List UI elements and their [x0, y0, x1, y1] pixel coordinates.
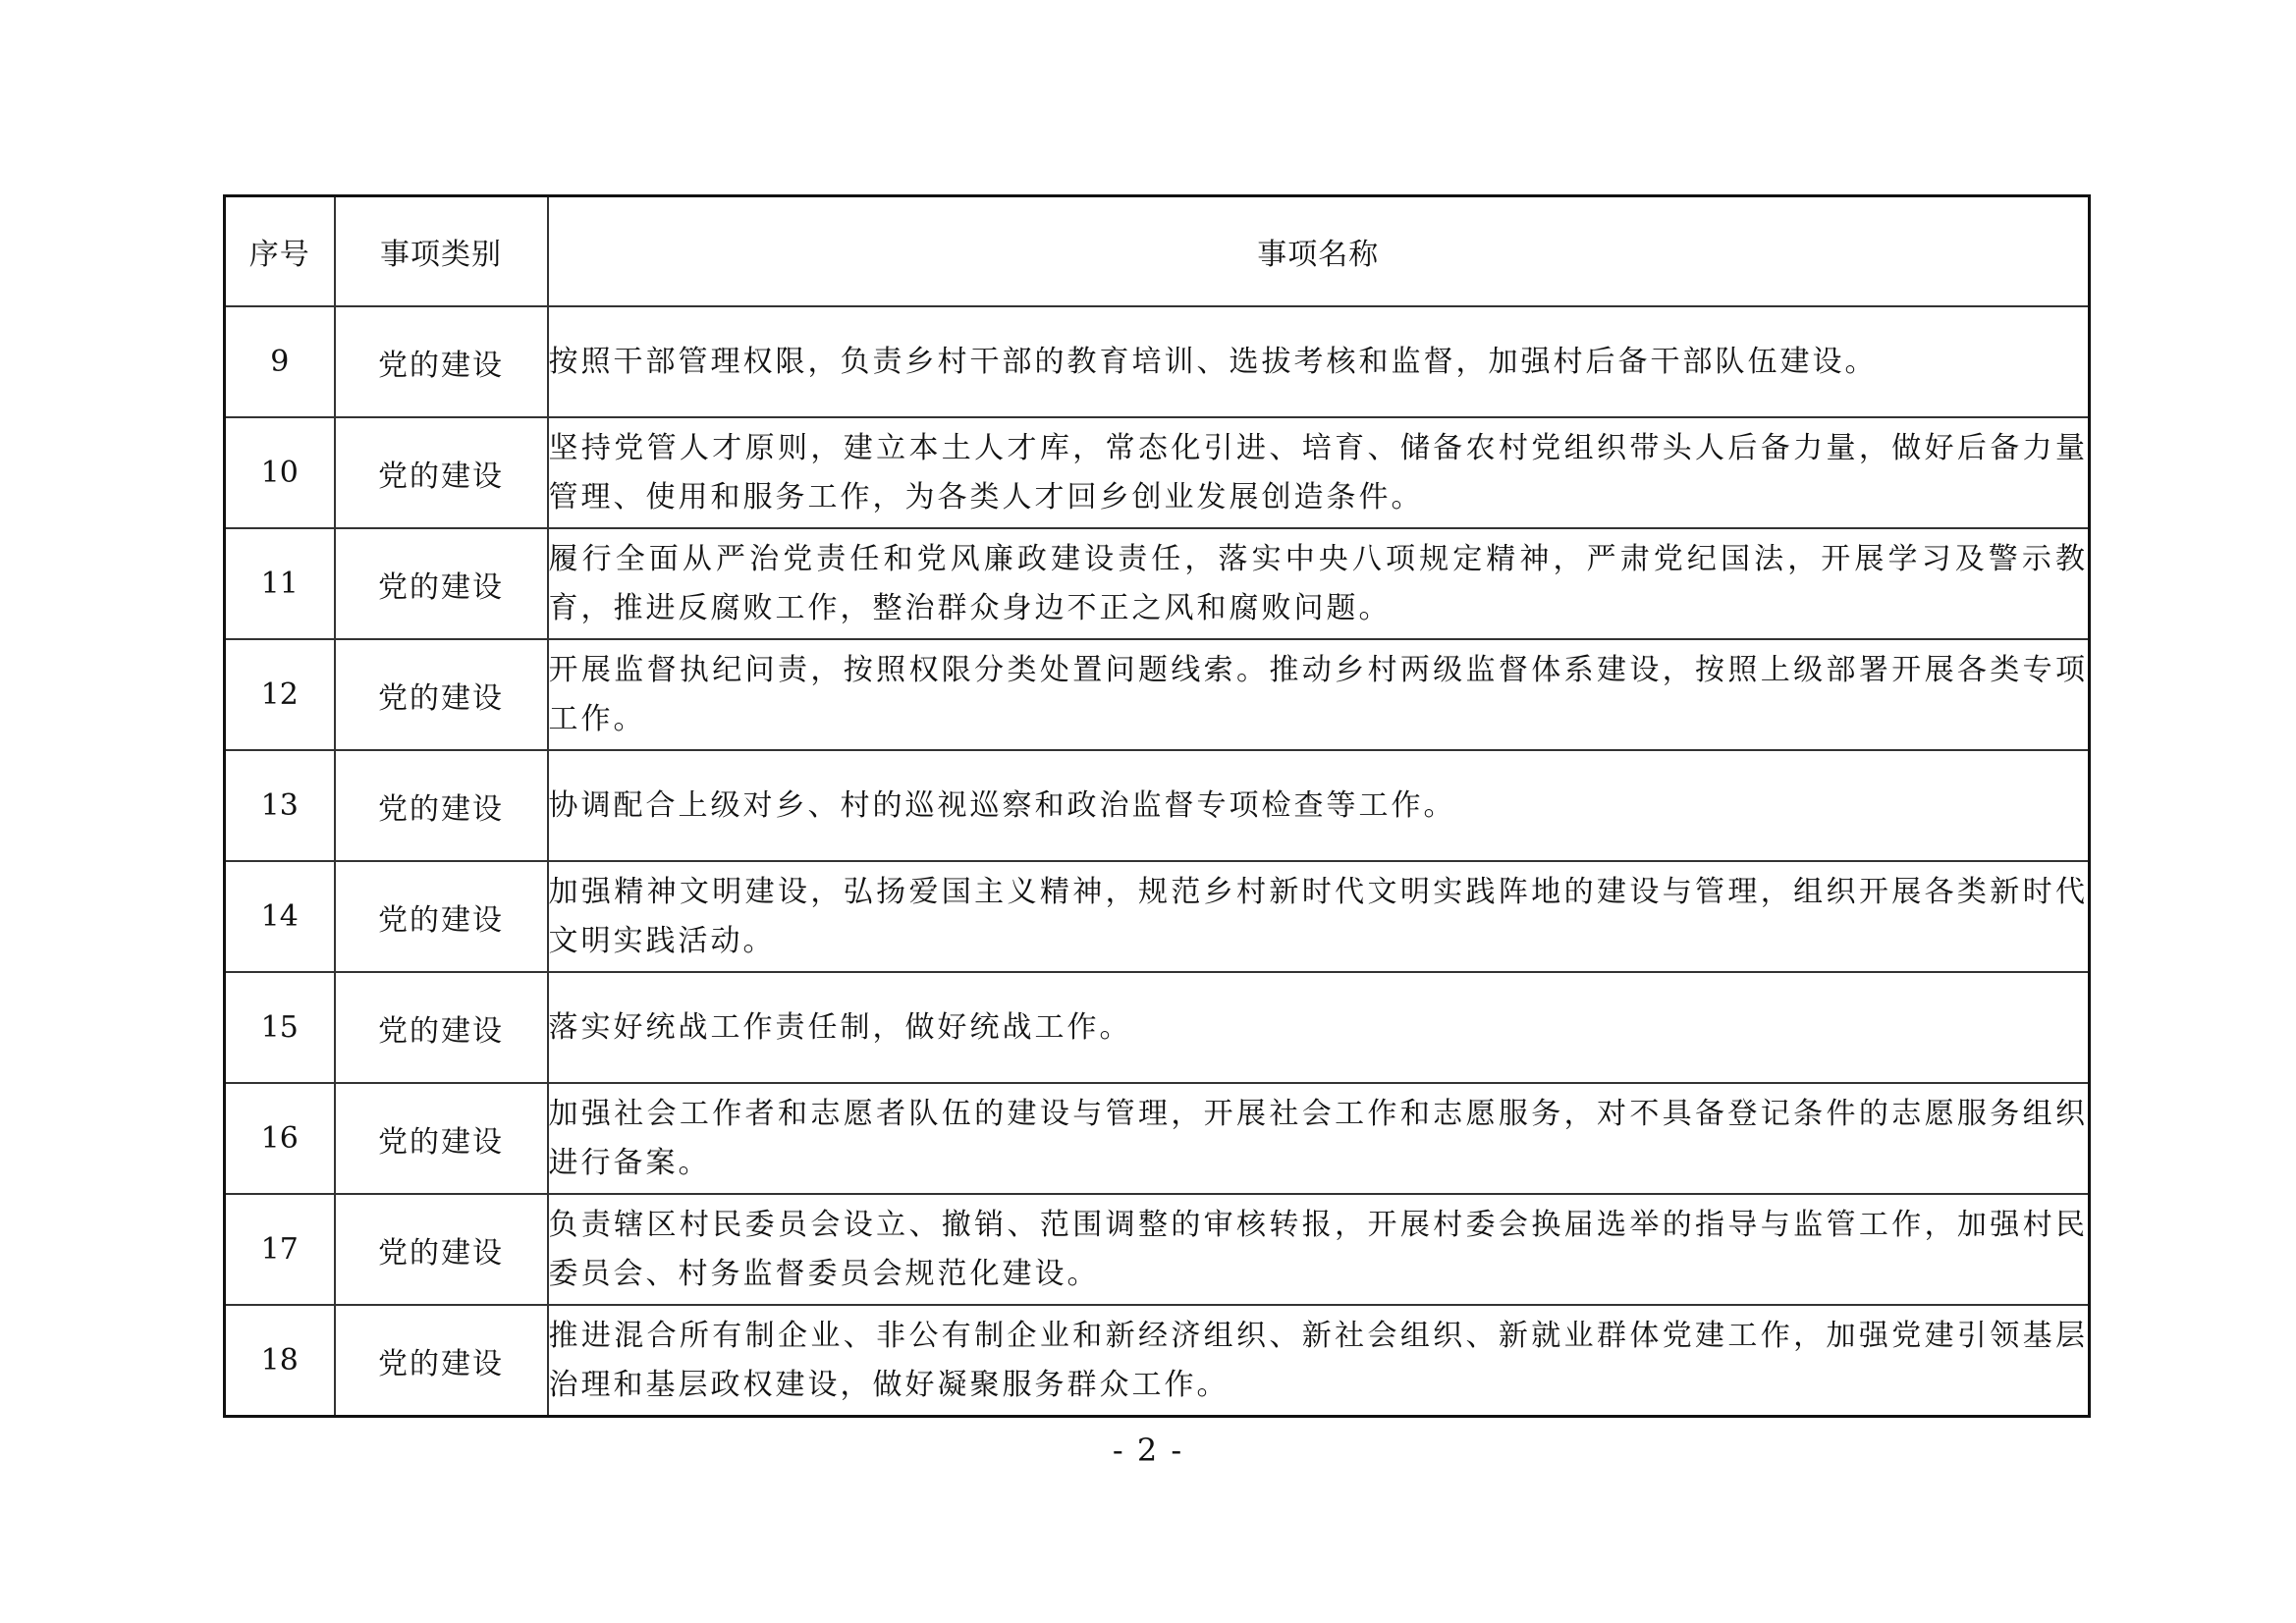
row-no: 17 [225, 1194, 335, 1305]
page-number: - 2 - [1112, 1432, 1184, 1469]
row-category: 党的建设 [335, 1194, 548, 1305]
row-category: 党的建设 [335, 306, 548, 417]
items-table [223, 194, 2091, 1418]
row-category: 党的建设 [335, 639, 548, 750]
row-name: 开展监督执纪问责，按照权限分类处置问题线索。推动乡村两级监督体系建设，按照上级部署开展各类专项工作。 [548, 639, 2090, 750]
table-row [225, 972, 2090, 1083]
row-name: 加强社会工作者和志愿者队伍的建设与管理，开展社会工作和志愿服务，对不具备登记条件的志愿服务组织进行备案。 [548, 1083, 2090, 1194]
row-category: 党的建设 [335, 528, 548, 639]
table-row [225, 639, 2090, 750]
table-row [225, 861, 2090, 972]
row-no: 14 [225, 861, 335, 972]
row-no: 18 [225, 1305, 335, 1417]
row-category: 党的建设 [335, 1305, 548, 1417]
row-no: 13 [225, 750, 335, 861]
row-name: 协调配合上级对乡、村的巡视巡察和政治监督专项检查等工作。 [548, 750, 2090, 861]
header-category: 事项类别 [335, 196, 548, 307]
row-name: 负责辖区村民委员会设立、撤销、范围调整的审核转报，开展村委会换届选举的指导与监管工作，加强村民委员会、村务监督委员会规范化建设。 [548, 1194, 2090, 1305]
row-category: 党的建设 [335, 417, 548, 528]
table-row [225, 750, 2090, 861]
row-no: 16 [225, 1083, 335, 1194]
table-row [225, 1194, 2090, 1305]
row-name: 推进混合所有制企业、非公有制企业和新经济组织、新社会组织、新就业群体党建工作，加强党建引领基层治理和基层政权建设，做好凝聚服务群众工作。 [548, 1305, 2090, 1417]
row-name: 落实好统战工作责任制，做好统战工作。 [548, 972, 2090, 1083]
row-category: 党的建设 [335, 1083, 548, 1194]
row-name: 坚持党管人才原则，建立本土人才库，常态化引进、培育、储备农村党组织带头人后备力量，做好后备力量管理、使用和服务工作，为各类人才回乡创业发展创造条件。 [548, 417, 2090, 528]
table-row [225, 306, 2090, 417]
header-no: 序号 [225, 196, 335, 307]
table-row [225, 1305, 2090, 1417]
row-name: 按照干部管理权限，负责乡村干部的教育培训、选拔考核和监督，加强村后备干部队伍建设。 [548, 306, 2090, 417]
row-no: 10 [225, 417, 335, 528]
header-name: 事项名称 [548, 196, 2090, 307]
row-no: 15 [225, 972, 335, 1083]
table-row [225, 417, 2090, 528]
row-name: 履行全面从严治党责任和党风廉政建设责任，落实中央八项规定精神，严肃党纪国法，开展学习及警示教育，推进反腐败工作，整治群众身边不正之风和腐败问题。 [548, 528, 2090, 639]
row-category: 党的建设 [335, 750, 548, 861]
row-no: 12 [225, 639, 335, 750]
row-category: 党的建设 [335, 861, 548, 972]
table-row [225, 528, 2090, 639]
table-header-row [225, 196, 2090, 307]
row-no: 11 [225, 528, 335, 639]
row-no: 9 [225, 306, 335, 417]
row-category: 党的建设 [335, 972, 548, 1083]
row-name: 加强精神文明建设，弘扬爱国主义精神，规范乡村新时代文明实践阵地的建设与管理，组织开展各类新时代文明实践活动。 [548, 861, 2090, 972]
table-row [225, 1083, 2090, 1194]
